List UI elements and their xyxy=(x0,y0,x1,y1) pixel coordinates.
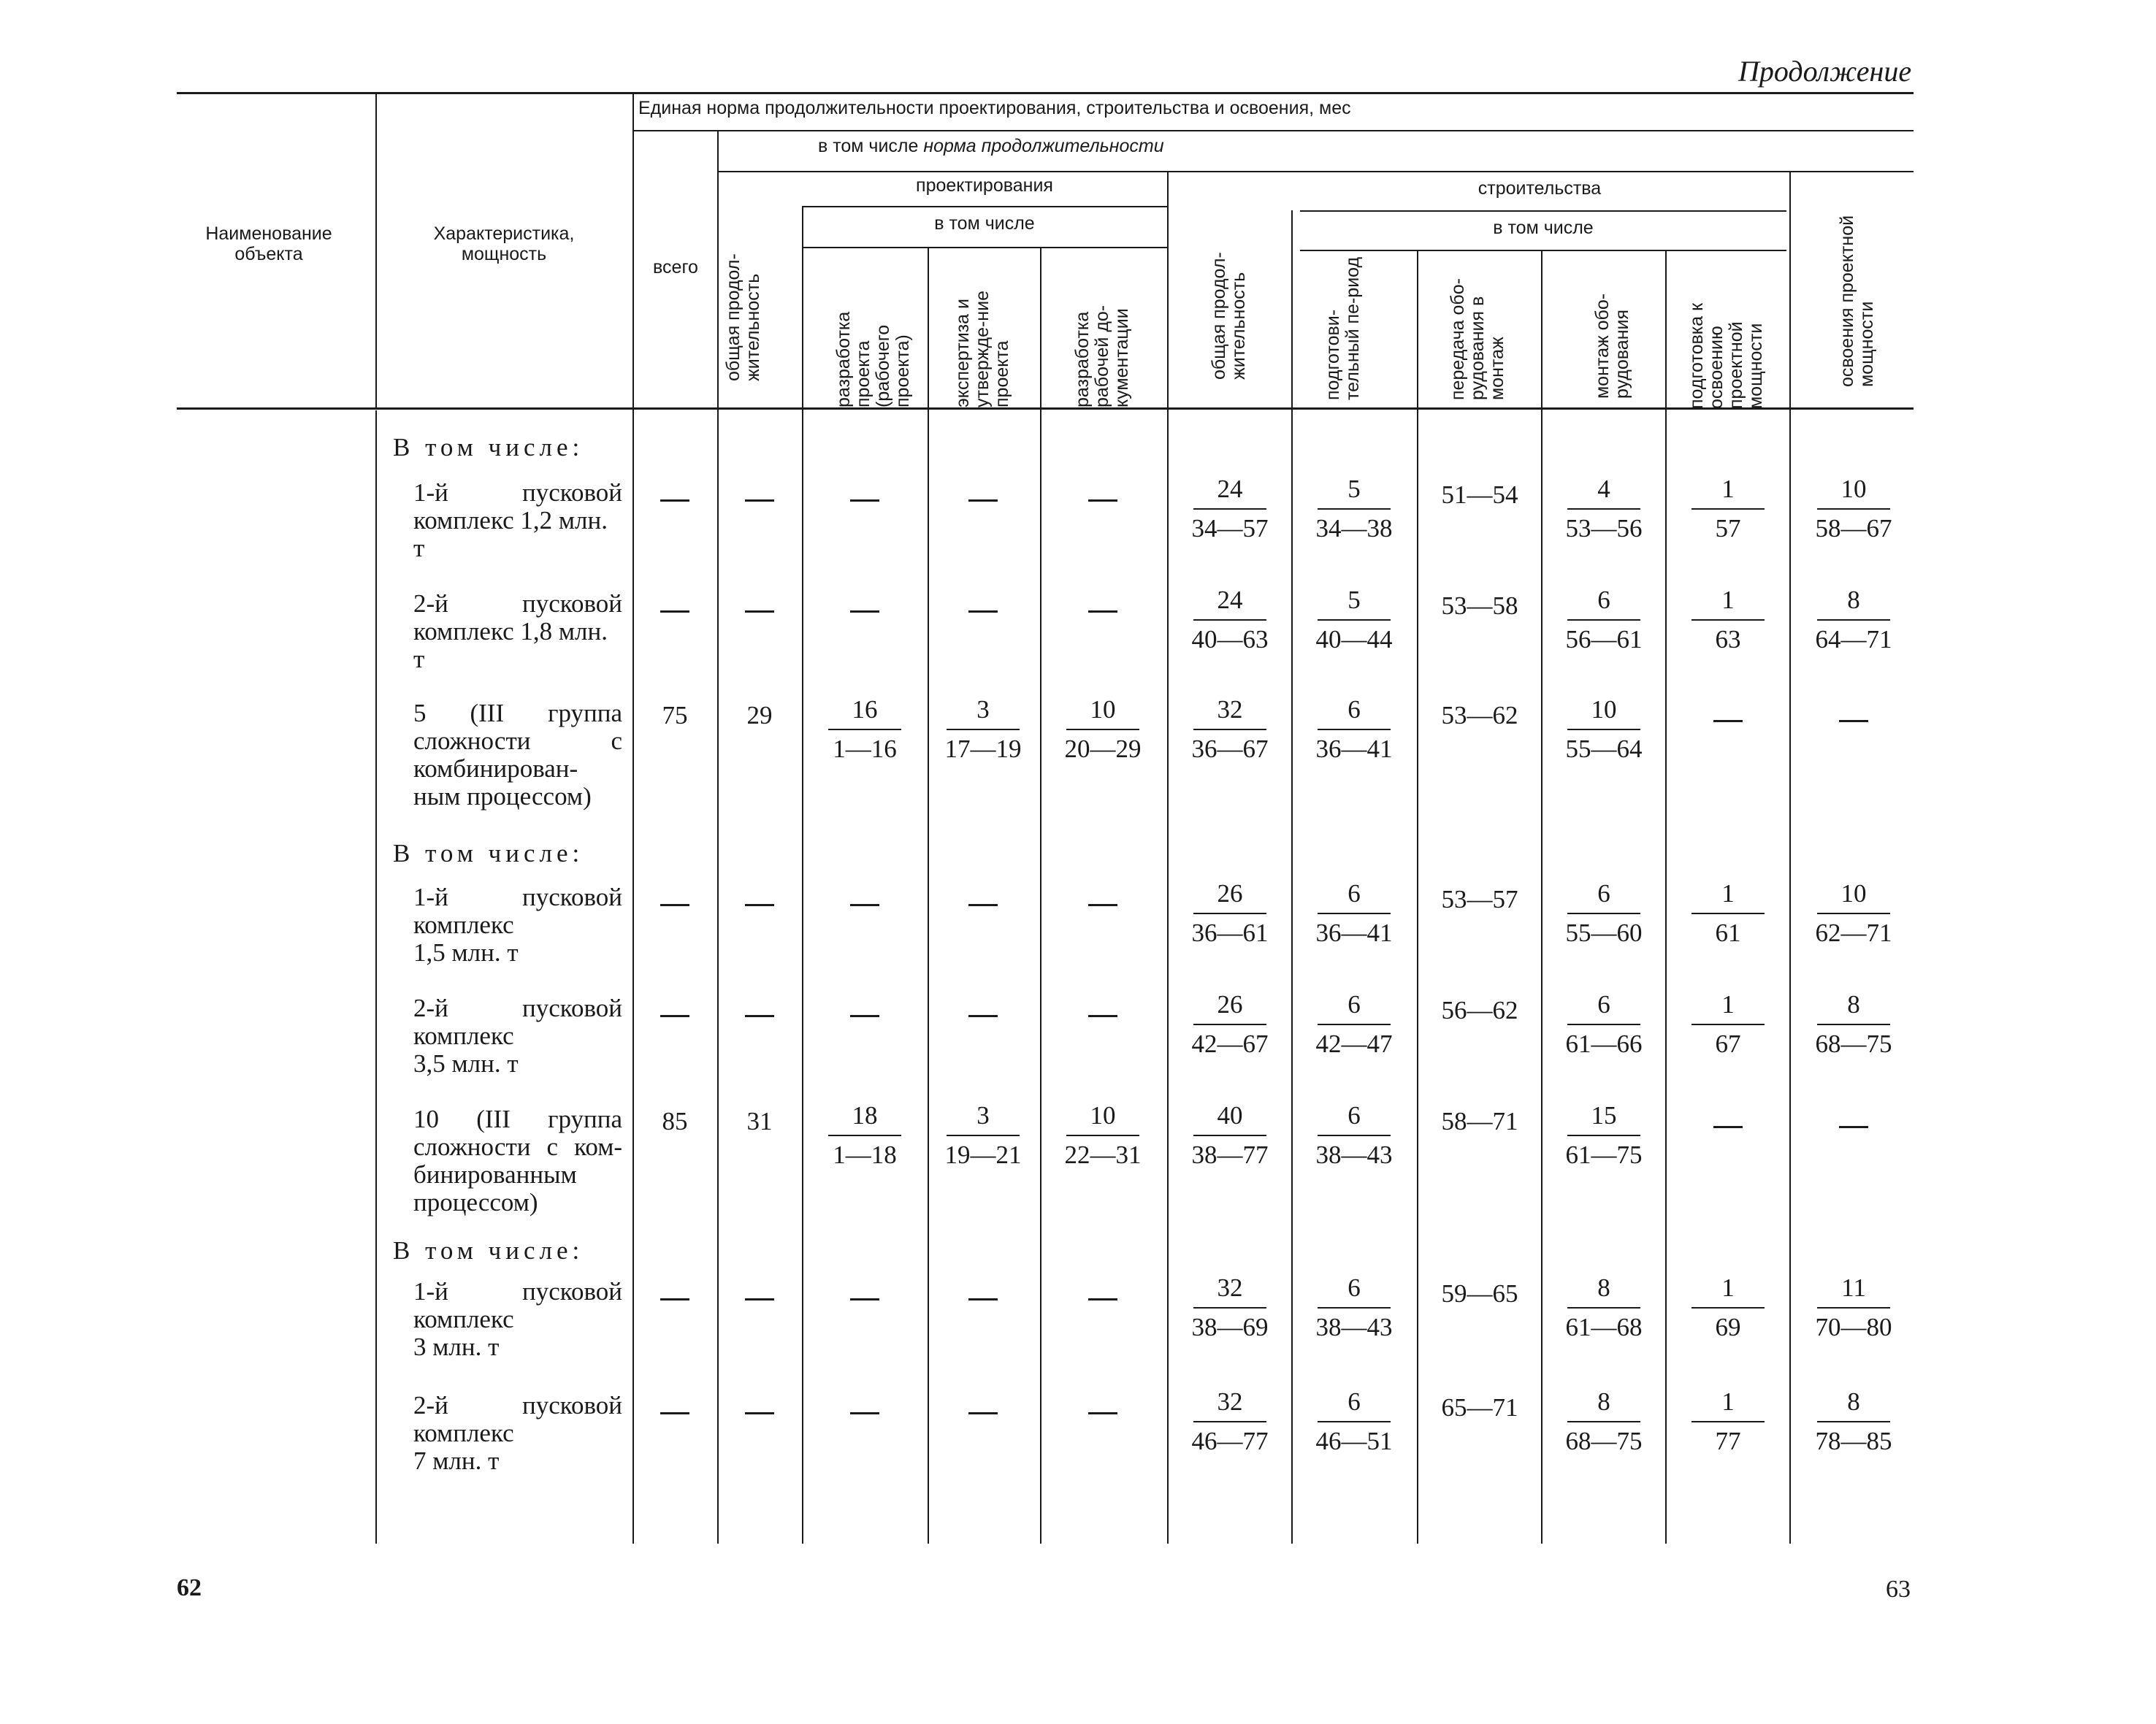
fraction-numerator: 6 xyxy=(1348,990,1361,1019)
fraction-bar xyxy=(828,1135,901,1136)
cell-d-docs-dash xyxy=(1088,1015,1117,1017)
cell-d-dev-dash xyxy=(850,1412,879,1414)
fraction-denominator: 22—31 xyxy=(1064,1141,1142,1169)
fraction-numerator: 1 xyxy=(1721,1273,1735,1302)
section-label: В том числе: xyxy=(393,433,584,461)
col-rule xyxy=(1417,250,1418,1544)
cell-d-exam-dash xyxy=(968,1412,998,1414)
row-characteristic xyxy=(413,995,622,1078)
row-characteristic xyxy=(413,700,622,811)
fraction-numerator: 32 xyxy=(1217,1273,1243,1302)
cell-c-prep xyxy=(1310,584,1398,656)
fraction-denominator: 61—68 xyxy=(1565,1313,1643,1341)
fraction-bar xyxy=(1193,1024,1266,1025)
cell-c-ready xyxy=(1684,989,1772,1060)
cell-c-prep xyxy=(1310,1100,1398,1171)
fraction-denominator: 78—85 xyxy=(1815,1427,1892,1455)
fraction-numerator: 6 xyxy=(1348,695,1361,724)
cell-c-prep xyxy=(1310,1272,1398,1344)
fraction-numerator: 6 xyxy=(1348,1101,1361,1130)
header-rule-constr-including xyxy=(1300,210,1786,212)
fraction-bar xyxy=(1193,1421,1266,1422)
cell-c-mount xyxy=(1560,1386,1648,1457)
fraction-bar xyxy=(1817,508,1890,510)
col-rule xyxy=(1541,250,1543,1544)
characteristic-line: 2-й пусковой xyxy=(413,994,622,1022)
page-number-left: 62 xyxy=(177,1574,202,1601)
characteristic-line: 10 (III группа xyxy=(413,1105,622,1133)
fraction-numerator: 8 xyxy=(1847,586,1860,614)
cell-c-ready xyxy=(1684,1272,1772,1344)
fraction-numerator: 32 xyxy=(1217,695,1243,724)
fraction-denominator: 63 xyxy=(1715,625,1741,654)
fraction-denominator: 38—43 xyxy=(1315,1313,1393,1341)
col-rule xyxy=(375,410,377,1544)
cell-c-total xyxy=(1186,584,1274,656)
cell-c-total xyxy=(1186,1100,1274,1171)
fraction-bar xyxy=(1193,1135,1266,1136)
row-characteristic xyxy=(413,1106,622,1217)
fraction-denominator: 36—41 xyxy=(1315,735,1393,763)
cell-d-exam-dash xyxy=(968,610,998,613)
norm-suffix: норма продолжительности xyxy=(923,136,1164,156)
fraction-denominator: 36—41 xyxy=(1315,919,1393,947)
cell-c-transfer: 56—62 xyxy=(1441,996,1518,1024)
cell-total-dash xyxy=(660,1412,689,1414)
cell-d-exam-dash xyxy=(968,904,998,906)
fraction-bar xyxy=(1567,1135,1640,1136)
cell-d-exam xyxy=(939,1100,1027,1171)
header-design-total: общая продол-жительность xyxy=(723,253,763,381)
fraction-numerator: 40 xyxy=(1217,1101,1243,1130)
characteristic-line: 3 млн. т xyxy=(413,1333,500,1361)
fraction-numerator: 26 xyxy=(1217,879,1243,908)
cell-c-mount xyxy=(1560,1272,1648,1344)
cell-c-total xyxy=(1186,878,1274,949)
fraction-numerator: 1 xyxy=(1721,586,1735,614)
fraction-denominator: 68—75 xyxy=(1815,1030,1892,1058)
fraction-denominator: 17—19 xyxy=(944,735,1022,763)
header-rule-including xyxy=(719,171,1914,172)
cell-d-total-dash xyxy=(745,610,774,613)
characteristic-line: комплекс xyxy=(413,911,514,939)
fraction-bar xyxy=(1567,1024,1640,1025)
fraction-denominator: 61—66 xyxy=(1565,1030,1643,1058)
fraction-bar xyxy=(1193,508,1266,510)
fraction-bar xyxy=(1066,1135,1139,1136)
fraction-numerator: 11 xyxy=(1841,1273,1866,1302)
fraction-bar xyxy=(947,1135,1020,1136)
characteristic-line: комплекс xyxy=(413,1419,514,1447)
cell-c-prep xyxy=(1310,878,1398,949)
cell-d-docs-dash xyxy=(1088,1412,1117,1414)
continuation-label: Продолжение xyxy=(1738,55,1912,88)
header-constr-including: в том числе xyxy=(1493,218,1594,238)
cell-d-dev xyxy=(821,694,909,765)
fraction-numerator: 1 xyxy=(1721,879,1735,908)
fraction-numerator: 5 xyxy=(1348,586,1361,614)
section-label: В том числе: xyxy=(393,839,584,867)
fraction-denominator: 77 xyxy=(1715,1427,1741,1455)
fraction-denominator: 42—67 xyxy=(1191,1030,1269,1058)
cell-c-transfer: 53—57 xyxy=(1441,885,1518,913)
header-rule-design-sub xyxy=(802,247,1167,248)
fraction-numerator: 3 xyxy=(976,1101,990,1130)
cell-c-transfer: 65—71 xyxy=(1441,1393,1518,1422)
fraction-numerator: 1 xyxy=(1721,990,1735,1019)
cell-d-total-dash xyxy=(745,499,774,502)
cell-d-total-dash xyxy=(745,1412,774,1414)
fraction-numerator: 24 xyxy=(1217,586,1243,614)
fraction-bar xyxy=(1691,1024,1765,1025)
fraction-bar xyxy=(1193,1307,1266,1309)
fraction-numerator: 1 xyxy=(1721,475,1735,503)
fraction-denominator: 34—38 xyxy=(1315,514,1393,543)
fraction-denominator: 20—29 xyxy=(1064,735,1142,763)
characteristic-line: сложности с ком- xyxy=(413,1133,622,1161)
cell-c-mount xyxy=(1560,584,1648,656)
cell-d-exam-dash xyxy=(968,499,998,502)
fraction-numerator: 6 xyxy=(1597,586,1610,614)
fraction-bar xyxy=(1567,913,1640,914)
header-characteristic: Характеристика, мощность xyxy=(433,223,575,264)
col-rule xyxy=(928,248,929,1544)
fraction-numerator: 26 xyxy=(1217,990,1243,1019)
col-rule xyxy=(1291,210,1293,1544)
header-rule-norm xyxy=(632,130,1914,131)
row-characteristic xyxy=(413,590,622,673)
fraction-bar xyxy=(1691,1307,1765,1309)
col-rule xyxy=(1040,248,1041,1544)
fraction-denominator: 67 xyxy=(1715,1030,1741,1058)
fraction-denominator: 38—69 xyxy=(1191,1313,1269,1341)
cell-d-docs xyxy=(1059,694,1147,765)
fraction-bar xyxy=(1817,1421,1890,1422)
cell-c-prep xyxy=(1310,989,1398,1060)
col-rule xyxy=(375,93,377,407)
fraction-denominator: 38—43 xyxy=(1315,1141,1393,1169)
cell-d-total-dash xyxy=(745,1015,774,1017)
characteristic-line: 3,5 млн. т xyxy=(413,1049,519,1078)
cell-c-mount xyxy=(1560,878,1648,949)
cell-d-total-dash xyxy=(745,904,774,906)
fraction-bar xyxy=(1817,913,1890,914)
fraction-denominator: 53—56 xyxy=(1565,514,1643,543)
cell-d-exam-dash xyxy=(968,1298,998,1300)
fraction-numerator: 6 xyxy=(1597,990,1610,1019)
row-characteristic xyxy=(413,479,622,562)
header-construction: строительства xyxy=(1478,178,1602,199)
page-number-right: 63 xyxy=(1886,1576,1911,1603)
header-name: Наименование объекта xyxy=(205,223,332,264)
fraction-bar xyxy=(1193,913,1266,914)
fraction-denominator: 61 xyxy=(1715,919,1741,947)
fraction-numerator: 6 xyxy=(1348,1387,1361,1416)
fraction-numerator: 10 xyxy=(1090,1101,1116,1130)
header-total: всего xyxy=(653,257,698,277)
fraction-bar xyxy=(1691,1421,1765,1422)
fraction-bar xyxy=(1318,1421,1391,1422)
fraction-denominator: 61—75 xyxy=(1565,1141,1643,1169)
col-rule xyxy=(802,206,803,1544)
header-constr-transfer: передача обо-рудования в монтаж xyxy=(1448,278,1507,400)
characteristic-line: 5 (III группа xyxy=(413,699,622,727)
cell-total-dash xyxy=(660,499,689,502)
characteristic-line: 1-й пусковой xyxy=(413,1277,622,1306)
fraction-numerator: 24 xyxy=(1217,475,1243,503)
fraction-bar xyxy=(1318,619,1391,621)
fraction-numerator: 15 xyxy=(1591,1101,1617,1130)
characteristic-line: комплекс 1,2 млн. т xyxy=(413,506,608,562)
fraction-numerator: 8 xyxy=(1847,990,1860,1019)
header-including-norm xyxy=(818,136,1402,156)
fraction-bar xyxy=(1567,1421,1640,1422)
fraction-numerator: 6 xyxy=(1348,1273,1361,1302)
characteristic-line: 2-й пусковой xyxy=(413,589,622,618)
characteristic-line: комплекс 1,8 млн. т xyxy=(413,617,608,673)
fraction-denominator: 57 xyxy=(1715,514,1741,543)
cell-d-dev-dash xyxy=(850,499,879,502)
cell-d-total-dash xyxy=(745,1298,774,1300)
fraction-denominator: 38—77 xyxy=(1191,1141,1269,1169)
header-bottom-rule xyxy=(177,407,1914,410)
cell-d-dev xyxy=(821,1100,909,1171)
fraction-bar xyxy=(1066,729,1139,730)
header-design-dev: разработка проекта (рабочего проекта) xyxy=(833,311,913,407)
characteristic-line: комбинирован- xyxy=(413,754,578,783)
cell-mastering-dash xyxy=(1839,720,1868,722)
header-design-docs: разработка рабочей до-кументации xyxy=(1072,304,1132,407)
header-design-including: в том числе xyxy=(934,213,1035,234)
table-top-rule xyxy=(177,92,1914,94)
fraction-bar xyxy=(947,729,1020,730)
fraction-bar xyxy=(1691,619,1765,621)
fraction-denominator: 62—71 xyxy=(1815,919,1892,947)
characteristic-line: сложности с xyxy=(413,727,622,755)
fraction-bar xyxy=(1817,1307,1890,1309)
cell-mastering xyxy=(1810,1272,1897,1344)
cell-mastering-dash xyxy=(1839,1126,1868,1128)
header-rule-design-including xyxy=(802,206,1167,207)
cell-total: 75 xyxy=(662,701,688,729)
characteristic-line: процессом) xyxy=(413,1188,538,1217)
header-constr-prep: подготови-тельный пе-риод xyxy=(1323,256,1363,400)
cell-c-prep xyxy=(1310,1386,1398,1457)
fraction-denominator: 68—75 xyxy=(1565,1427,1643,1455)
cell-total-dash xyxy=(660,610,689,613)
col-rule xyxy=(632,93,634,1544)
cell-total-dash xyxy=(660,1298,689,1300)
fraction-bar xyxy=(1318,1024,1391,1025)
col-rule xyxy=(1665,250,1667,1544)
cell-c-ready xyxy=(1684,1386,1772,1457)
fraction-denominator: 58—67 xyxy=(1815,514,1892,543)
row-characteristic xyxy=(413,1278,622,1361)
cell-c-transfer: 59—65 xyxy=(1441,1279,1518,1308)
cell-d-dev-dash xyxy=(850,610,879,613)
fraction-denominator: 40—44 xyxy=(1315,625,1393,654)
header-unified-norm: Единая норма продолжительности проектирования, строительства и освоения, мес xyxy=(638,98,1351,118)
header-design: проектирования xyxy=(916,175,1053,196)
cell-c-mount xyxy=(1560,989,1648,1060)
cell-c-prep xyxy=(1310,694,1398,765)
characteristic-line: 1,5 млн. т xyxy=(413,938,519,967)
cell-mastering xyxy=(1810,989,1897,1060)
fraction-denominator: 42—47 xyxy=(1315,1030,1393,1058)
col-rule xyxy=(1167,172,1169,1544)
fraction-numerator: 8 xyxy=(1847,1387,1860,1416)
cell-mastering xyxy=(1810,584,1897,656)
fraction-denominator: 64—71 xyxy=(1815,625,1892,654)
fraction-bar xyxy=(1318,1135,1391,1136)
fraction-denominator: 40—63 xyxy=(1191,625,1269,654)
cell-c-ready-dash xyxy=(1713,1126,1743,1128)
row-characteristic xyxy=(413,884,622,967)
fraction-denominator: 19—21 xyxy=(944,1141,1022,1169)
cell-mastering xyxy=(1810,473,1897,545)
fraction-numerator: 1 xyxy=(1721,1387,1735,1416)
characteristic-line: 7 млн. т xyxy=(413,1447,500,1475)
fraction-denominator: 69 xyxy=(1715,1313,1741,1341)
cell-c-mount xyxy=(1560,473,1648,545)
cell-c-mount xyxy=(1560,694,1648,765)
cell-c-total xyxy=(1186,473,1274,545)
fraction-bar xyxy=(1567,619,1640,621)
cell-c-total xyxy=(1186,1272,1274,1344)
fraction-bar xyxy=(1318,508,1391,510)
fraction-denominator: 36—61 xyxy=(1191,919,1269,947)
cell-c-ready-dash xyxy=(1713,720,1743,722)
fraction-denominator: 56—61 xyxy=(1565,625,1643,654)
cell-c-ready xyxy=(1684,473,1772,545)
fraction-numerator: 10 xyxy=(1591,695,1617,724)
cell-d-dev-dash xyxy=(850,1298,879,1300)
fraction-denominator: 55—60 xyxy=(1565,919,1643,947)
cell-d-dev-dash xyxy=(850,1015,879,1017)
fraction-numerator: 10 xyxy=(1840,879,1867,908)
fraction-numerator: 6 xyxy=(1597,879,1610,908)
cell-d-docs-dash xyxy=(1088,904,1117,906)
header-constr-total: общая продол-жительность xyxy=(1209,252,1249,380)
col-rule xyxy=(717,131,719,1544)
row-characteristic xyxy=(413,1392,622,1475)
fraction-numerator: 10 xyxy=(1090,695,1116,724)
cell-c-total xyxy=(1186,989,1274,1060)
cell-c-total xyxy=(1186,1386,1274,1457)
fraction-bar xyxy=(1193,729,1266,730)
characteristic-line: 1-й пусковой xyxy=(413,478,622,507)
cell-d-docs-dash xyxy=(1088,610,1117,613)
cell-c-mount xyxy=(1560,1100,1648,1171)
cell-total-dash xyxy=(660,904,689,906)
fraction-bar xyxy=(828,729,901,730)
fraction-denominator: 1—16 xyxy=(833,735,897,763)
fraction-denominator: 46—51 xyxy=(1315,1427,1393,1455)
header-design-exam: экспертиза и утвержде-ние проекта xyxy=(952,291,1012,407)
cell-d-total: 29 xyxy=(746,701,773,729)
fraction-bar xyxy=(1318,1307,1391,1309)
header-mastering: освоения проектной мощности xyxy=(1837,215,1877,387)
fraction-bar xyxy=(1817,1024,1890,1025)
fraction-denominator: 55—64 xyxy=(1565,735,1643,763)
cell-c-ready xyxy=(1684,584,1772,656)
cell-d-docs xyxy=(1059,1100,1147,1171)
fraction-bar xyxy=(1567,729,1640,730)
fraction-numerator: 8 xyxy=(1597,1273,1610,1302)
characteristic-line: 1-й пусковой xyxy=(413,883,622,911)
fraction-denominator: 36—67 xyxy=(1191,735,1269,763)
fraction-numerator: 5 xyxy=(1348,475,1361,503)
characteristic-line: бинированным xyxy=(413,1160,577,1189)
fraction-numerator: 6 xyxy=(1348,879,1361,908)
cell-c-total xyxy=(1186,694,1274,765)
cell-d-docs-dash xyxy=(1088,499,1117,502)
header-constr-ready: подготовка к освоению проектной мощности xyxy=(1686,302,1766,409)
fraction-bar xyxy=(1691,508,1765,510)
header-constr-mount: монтаж обо-рудования xyxy=(1592,293,1632,399)
fraction-denominator: 34—57 xyxy=(1191,514,1269,543)
cell-d-total: 31 xyxy=(746,1107,773,1135)
col-rule xyxy=(1789,172,1791,1544)
including-prefix: в том числе xyxy=(818,136,919,156)
fraction-bar xyxy=(1193,619,1266,621)
characteristic-line: ным процессом) xyxy=(413,782,592,811)
fraction-bar xyxy=(1318,913,1391,914)
cell-c-prep xyxy=(1310,473,1398,545)
characteristic-line: комплекс xyxy=(413,1022,514,1050)
cell-c-transfer: 51—54 xyxy=(1441,480,1518,509)
cell-d-exam-dash xyxy=(968,1015,998,1017)
fraction-numerator: 10 xyxy=(1840,475,1867,503)
fraction-numerator: 4 xyxy=(1597,475,1610,503)
cell-total: 85 xyxy=(662,1107,688,1135)
fraction-bar xyxy=(1318,729,1391,730)
fraction-bar xyxy=(1567,1307,1640,1309)
fraction-bar xyxy=(1567,508,1640,510)
cell-d-docs-dash xyxy=(1088,1298,1117,1300)
fraction-denominator: 46—77 xyxy=(1191,1427,1269,1455)
cell-total-dash xyxy=(660,1015,689,1017)
cell-c-transfer: 53—62 xyxy=(1441,701,1518,729)
fraction-numerator: 18 xyxy=(852,1101,878,1130)
cell-c-transfer: 58—71 xyxy=(1441,1107,1518,1135)
fraction-denominator: 1—18 xyxy=(833,1141,897,1169)
fraction-denominator: 70—80 xyxy=(1815,1313,1892,1341)
cell-c-ready xyxy=(1684,878,1772,949)
section-label: В том числе: xyxy=(393,1236,584,1265)
fraction-numerator: 3 xyxy=(976,695,990,724)
fraction-numerator: 8 xyxy=(1597,1387,1610,1416)
cell-d-dev-dash xyxy=(850,904,879,906)
fraction-numerator: 16 xyxy=(852,695,878,724)
characteristic-line: комплекс xyxy=(413,1305,514,1333)
fraction-numerator: 32 xyxy=(1217,1387,1243,1416)
fraction-bar xyxy=(1691,913,1765,914)
cell-c-transfer: 53—58 xyxy=(1441,591,1518,620)
characteristic-line: 2-й пусковой xyxy=(413,1391,622,1420)
header-rule-constr-sub xyxy=(1300,250,1786,251)
cell-d-exam xyxy=(939,694,1027,765)
cell-mastering xyxy=(1810,1386,1897,1457)
cell-mastering xyxy=(1810,878,1897,949)
fraction-bar xyxy=(1817,619,1890,621)
